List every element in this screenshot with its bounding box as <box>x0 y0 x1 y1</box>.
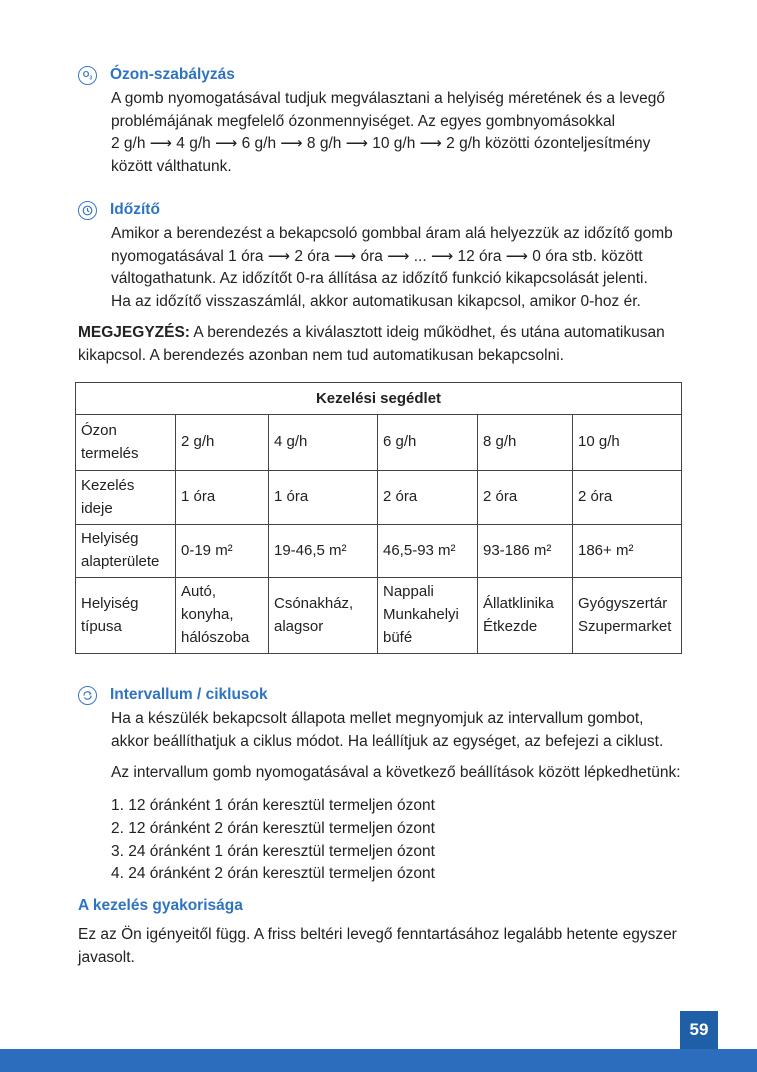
table-cell: 19-46,5 m² <box>269 525 378 578</box>
ozone-section <box>78 64 718 179</box>
table-cell: 2 óra <box>378 471 478 525</box>
row-label: Kezelés ideje <box>76 471 176 525</box>
ozone-o3-icon: $O_3$ <box>78 66 97 85</box>
row-label: Ózon termelés <box>76 415 176 471</box>
frequency-title: A kezelés gyakorisága <box>78 897 243 914</box>
ozone-line: A gomb nyomogatásával tudjuk megválasztani a helyiség méretének és a levegő <box>111 90 666 107</box>
table-row <box>76 525 682 578</box>
table-row <box>76 415 682 471</box>
note-paragraph <box>78 321 688 367</box>
table-row <box>76 578 682 654</box>
table-cell: Gyógyszertár Szupermarket <box>573 578 682 654</box>
frequency-text: Ez az Ön igényeitől függ. A friss beltéri levegő fenntartásához legalább hetente egyszer javasolt. <box>78 926 677 966</box>
footer-bar <box>0 1049 757 1072</box>
table-cell: 46,5-93 m² <box>378 525 478 578</box>
interval-title: Intervallum / ciklusok <box>110 686 268 703</box>
interval-line: Ha a készülék bekapcsolt állapota mellet megnyomjuk az intervallum gombot, <box>111 710 644 727</box>
table-cell: 2 g/h <box>176 415 269 471</box>
table-cell: Autó, konyha, hálószoba <box>176 578 269 654</box>
table-cell: 8 g/h <box>478 415 573 471</box>
timer-line: Amikor a berendezést a bekapcsoló gombbal áram alá helyezzük az időzítő gomb <box>111 225 673 242</box>
interval-list <box>111 795 718 886</box>
interval-cycle-icon <box>78 686 97 705</box>
table-cell: Nappali Munkahelyi büfé <box>378 578 478 654</box>
table-cell: 6 g/h <box>378 415 478 471</box>
table-cell: Csónakház, alagsor <box>269 578 378 654</box>
timer-line: nyomogatásával 1 óra ⟶ 2 óra ⟶ óra ⟶ ... ⟶ 12 óra ⟶ 0 óra stb. között <box>111 247 643 265</box>
table-cell: 1 óra <box>269 471 378 525</box>
table-cell: 1 óra <box>176 471 269 525</box>
treatment-guide-table <box>75 382 682 654</box>
timer-line: váltogathatunk. Az időzítőt 0-ra állítása az időzítő funkció kikapcsolását jelenti. <box>111 270 648 288</box>
timer-clock-icon <box>78 201 97 220</box>
page-number: 59 <box>680 1011 718 1049</box>
row-label: Helyiség alapterülete <box>76 525 176 578</box>
ozone-title: Ózon-szabályzás <box>110 66 235 83</box>
ozone-line: problémájának megfelelő ózonmennyiséget. Az egyes gombnyomásokkal <box>111 112 616 130</box>
timer-line: Ha az időzítő visszaszámlál, akkor automatikusan kikapcsol, amikor 0-hoz ér. <box>111 293 641 311</box>
timer-title: Időzítő <box>110 201 160 218</box>
table-cell: 10 g/h <box>573 415 682 471</box>
interval-section <box>78 684 718 886</box>
table-row <box>76 471 682 525</box>
list-item: 4. 24 óránként 2 órán keresztül termeljen ózont <box>111 865 435 883</box>
ozone-line: között válthatunk. <box>111 158 232 176</box>
list-item: 1. 12 óránként 1 órán keresztül termeljen ózont <box>111 797 435 815</box>
table-cell: 0-19 m² <box>176 525 269 578</box>
interval-intro: Az intervallum gomb nyomogatásával a következő beállítások között lépkedhetünk: <box>111 764 681 782</box>
table-cell: Állatklinika Étkezde <box>478 578 573 654</box>
timer-section <box>78 199 718 314</box>
table-cell: 2 óra <box>573 471 682 525</box>
table-cell: 2 óra <box>478 471 573 525</box>
table-cell: 93-186 m² <box>478 525 573 578</box>
ozone-line: 2 g/h ⟶ 4 g/h ⟶ 6 g/h ⟶ 8 g/h ⟶ 10 g/h ⟶ 2 g/h közötti ózonteljesítmény <box>111 135 651 153</box>
interval-line: akkor beállíthatjuk a ciklus módot. Ha leállítjuk az egységet, az befejezi a ciklust. <box>111 732 664 750</box>
row-label: Helyiség típusa <box>76 578 176 654</box>
table-cell: 4 g/h <box>269 415 378 471</box>
note-text: A berendezés a kiválasztott ideig működhet, és utána automatikusan kikapcsol. A berendezés azonban nem tud automatikusan bekapcsolni. <box>78 324 665 364</box>
list-item: 3. 24 óránként 1 órán keresztül termeljen ózont <box>111 842 435 860</box>
table-cell: 186+ m² <box>573 525 682 578</box>
note-label: MEGJEGYZÉS: <box>78 324 190 341</box>
list-item: 2. 12 óránként 2 órán keresztül termeljen ózont <box>111 819 435 837</box>
table-title: Kezelési segédlet <box>76 383 682 415</box>
